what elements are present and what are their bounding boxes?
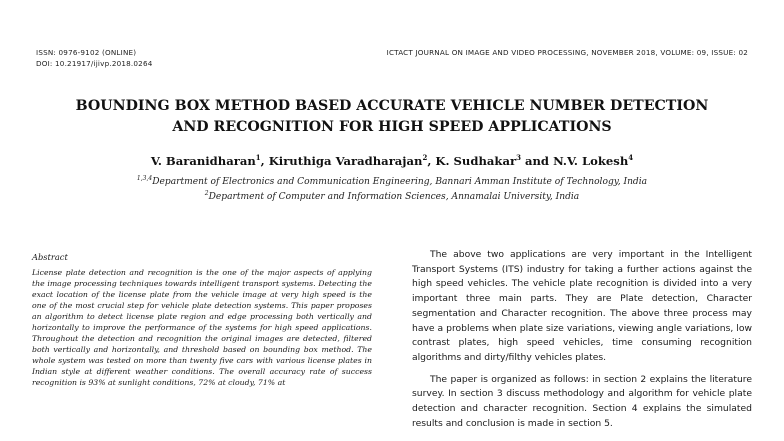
abstract-heading: Abstract [32, 252, 68, 262]
author-name: K. Sudhakar [435, 153, 517, 168]
doi-text: DOI: 10.21917/ijivp.2018.0264 [36, 59, 153, 68]
author-sup: 2 [422, 153, 428, 162]
author-list [20, 153, 764, 168]
abstract-text: License plate detection and recognition is the one of the major aspects of applying the image processing techniques towards intelligent transport systems. Detecting the exact location of the license plate from the vehicle image at very high speed is the one of the most crucial step for vehicle plate detection systems. This paper proposes an algorithm to detect license plate region and edge processing both vertically and horizontally to improve the performance of the systems for high speed applications. Throughout the detection and recognition the original images are detected, filtered both vertically and horizontally, and threshold based on bounding box method. The whole system was tested on more than twenty five cars with various license plates in Indian style at different weather conditions. The overall accuracy rate of success recognition is 93% at sunlight conditions, 72% at cloudy, 71% at [32, 268, 372, 387]
body-paragraph: The paper is organized as follows: in section 2 explains the literature survey. In section 3 discuss methodology and algorithm for vehicle plate detection and character recognition. Section 4 explains the simulated results and conclusion is made in section 5. [412, 373, 752, 429]
title-line-2: AND RECOGNITION FOR HIGH SPEED APPLICATIONS [172, 119, 612, 135]
affiliation-sup: 2 [204, 190, 209, 197]
author-sup: 1 [255, 153, 261, 162]
body-paragraph: The above two applications are very important in the Intelligent Transport Systems (ITS) industry for taking a further actions against the high speed vehicles. The vehicle plate recognition is divided into a very important three main parts. They are Plate detection, Character segmentation and Character recognition. The above three process may have a problems when plate size variations, viewing angle variations, low contrast plates, high speed vehicles, time consuming recognition algorithms and dirty/filthy vehicles plates. [412, 249, 752, 363]
issn-text: ISSN: 0976-9102 (ONLINE) [36, 48, 137, 57]
author-name: Kiruthiga Varadharajan [268, 153, 423, 168]
author-separator: , [260, 153, 269, 168]
author-separator: and [520, 153, 554, 168]
running-header-left [36, 47, 153, 69]
author-sup: 4 [628, 153, 634, 162]
body-column-right [412, 248, 752, 431]
author-name: V. Baranidharan [150, 153, 256, 168]
author-name: N.V. Lokesh [553, 153, 629, 168]
title-line-1: BOUNDING BOX METHOD BASED ACCURATE VEHICLE NUMBER DETECTION [75, 98, 709, 114]
paper-title [20, 96, 764, 138]
journal-header: ICTACT JOURNAL ON IMAGE AND VIDEO PROCESSING, NOVEMBER 2018, VOLUME: 09, ISSUE: 02 [386, 48, 748, 57]
affiliation-2 [20, 190, 764, 202]
author-sup: 3 [516, 153, 521, 162]
author-separator: , [427, 153, 436, 168]
affiliation-1 [20, 175, 764, 187]
affiliation-text: Department of Electronics and Communication Engineering, Bannari Amman Institute of Technology, India [152, 177, 648, 188]
affiliation-text: Department of Computer and Information Sciences, Annamalai University, India [208, 192, 580, 203]
affiliation-sup: 1,3,4 [136, 175, 153, 182]
